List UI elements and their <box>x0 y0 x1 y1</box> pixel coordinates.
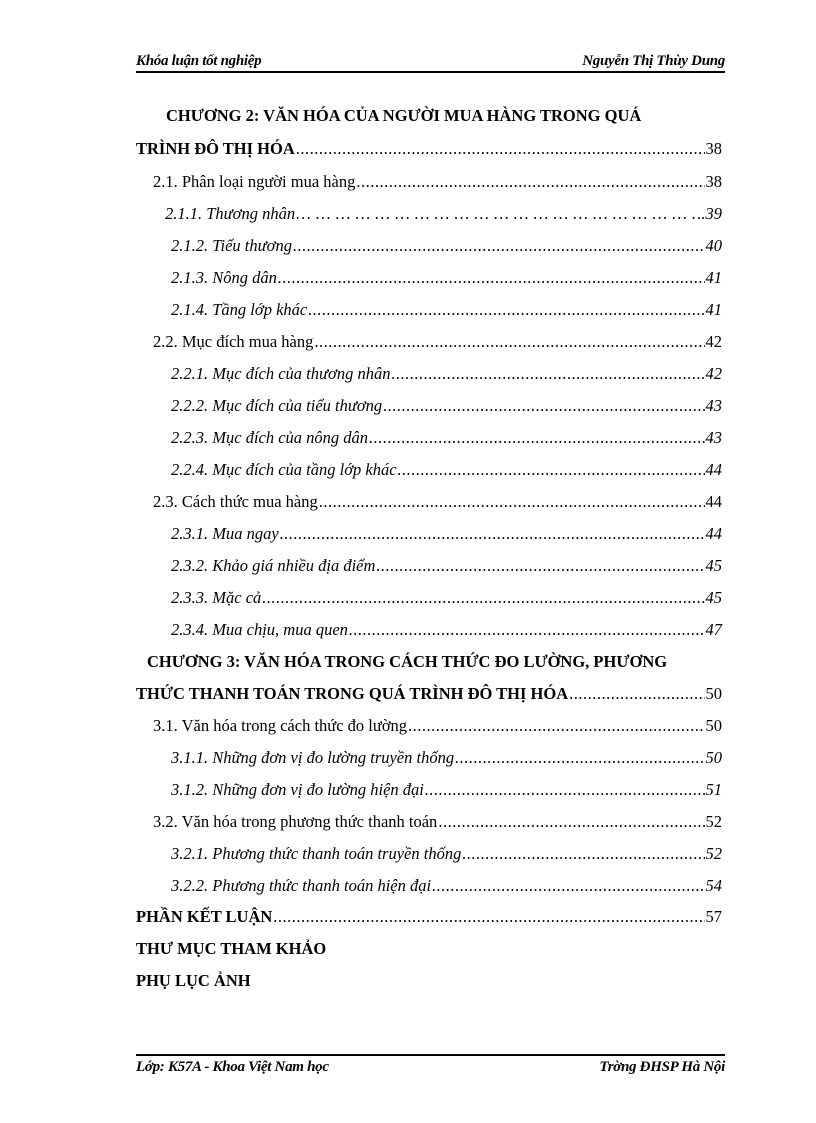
toc-chapter-3-title-line2: THỨC THANH TOÁN TRONG QUÁ TRÌNH ĐÔ THỊ HÓA <box>136 684 569 703</box>
toc-item-label: 3.2.1. Phương thức thanh toán truyền thống <box>171 844 462 863</box>
toc-item-label: 2.2.2. Mục đích của tiểu thương <box>171 396 383 415</box>
toc-leader-dots <box>455 747 704 769</box>
toc-item-2-3-3[interactable] <box>171 587 722 609</box>
toc-item-label: PHẦN KẾT LUẬN <box>136 907 273 926</box>
toc-page-number: 45 <box>705 588 722 607</box>
footer-university-label: Trờng ĐHSP Hà Nội <box>599 1059 725 1075</box>
page-footer <box>136 1054 725 1079</box>
toc-appendix[interactable]: PHỤ LỤC ẢNH <box>136 971 251 990</box>
toc-page-number: 42 <box>705 332 722 351</box>
toc-conclusion[interactable] <box>136 906 722 928</box>
toc-item-label: 2.3.2. Khảo giá nhiều địa điểm <box>171 556 376 575</box>
toc-page-number: 54 <box>705 876 722 895</box>
toc-page-number: 44 <box>705 524 722 543</box>
toc-leader-dots <box>369 427 704 449</box>
toc-item-3-2[interactable] <box>153 811 722 833</box>
toc-chapter-2[interactable] <box>136 138 722 160</box>
toc-page-number: 50 <box>705 684 722 703</box>
toc-page-number: 50 <box>705 716 722 735</box>
toc-item-2-2-4[interactable] <box>171 459 722 481</box>
toc-chapter-2-title-line2: TRÌNH ĐÔ THỊ HÓA <box>136 139 295 158</box>
toc-item-label: 2.1.4. Tầng lớp khác <box>171 300 308 319</box>
toc-item-label: 2.3.1. Mua ngay <box>171 524 279 543</box>
toc-item-label: 2.1.1. Thương nhân <box>165 204 296 223</box>
toc-item-label: 3.2. Văn hóa trong phương thức thanh toán <box>153 812 438 831</box>
toc-item-2-3-2[interactable] <box>171 555 722 577</box>
toc-item-2-1-1[interactable] <box>165 203 722 225</box>
toc-item-2-3-1[interactable] <box>171 523 722 545</box>
toc-item-2-2-2[interactable] <box>171 395 722 417</box>
toc-item-2-1-2[interactable] <box>171 235 722 257</box>
toc-chapter-3[interactable] <box>136 683 722 705</box>
toc-page-number: 38 <box>705 139 722 158</box>
toc-item-label: 2.3. Cách thức mua hàng <box>153 492 318 511</box>
toc-page-number: 45 <box>705 556 722 575</box>
toc-item-2-3[interactable] <box>153 491 722 513</box>
toc-leader-dots <box>314 331 704 353</box>
toc-item-label: 3.1.1. Những đơn vị đo lường truyền thống <box>171 748 455 767</box>
toc-leader-dots <box>432 875 704 897</box>
toc-page-number: 51 <box>705 780 722 799</box>
toc-item-label: 2.3.4. Mua chịu, mua quen <box>171 620 348 639</box>
toc-leader-dots <box>462 843 704 865</box>
toc-leader-dots <box>383 395 704 417</box>
footer-class-label: Lớp: K57A - Khoa Việt Nam học <box>136 1059 329 1075</box>
toc-page-number: 40 <box>705 236 722 255</box>
page-header <box>136 50 725 73</box>
toc-item-label: 2.2.1. Mục đích của thương nhân <box>171 364 391 383</box>
toc-item-2-2-1[interactable] <box>171 363 722 385</box>
toc-leader-dots <box>262 587 704 609</box>
toc-item-label: 2.3.3. Mặc cả <box>171 588 262 607</box>
toc-page-number: 57 <box>705 907 722 926</box>
toc-page-number: 50 <box>705 748 722 767</box>
toc-references[interactable]: THƯ MỤC THAM KHẢO <box>136 939 327 958</box>
toc-page-number: 38 <box>705 172 722 191</box>
toc-page-number: 43 <box>705 428 722 447</box>
toc-page-number: 44 <box>705 492 722 511</box>
toc-item-2-2[interactable] <box>153 331 722 353</box>
toc-item-label: 2.2.3. Mục đích của nông dân <box>171 428 369 447</box>
toc-item-label: 2.1.3. Nông dân <box>171 268 277 287</box>
toc-page-number: .39 <box>701 204 722 223</box>
toc-leader-dots <box>293 235 705 257</box>
toc-item-3-1-1[interactable] <box>171 747 722 769</box>
toc-page-number: 44 <box>705 460 722 479</box>
toc-item-label: 2.1.2. Tiểu thương <box>171 236 292 255</box>
toc-item-2-1-3[interactable] <box>171 267 722 289</box>
toc-leader-dots <box>280 523 705 545</box>
toc-page-number: 41 <box>705 300 722 319</box>
toc-item-label: 3.2.2. Phương thức thanh toán hiện đại <box>171 876 432 895</box>
toc-leader-dots <box>438 811 704 833</box>
toc-leader-dots <box>356 171 704 193</box>
toc-leader-dots <box>273 906 704 928</box>
toc-leader-dots <box>278 267 705 289</box>
toc-leader-dots <box>569 683 704 705</box>
toc-leader-dots <box>296 138 705 160</box>
header-thesis-label: Khóa luận tốt nghiệp <box>136 53 262 69</box>
toc-item-label: 3.1. Văn hóa trong cách thức đo lường <box>153 716 408 735</box>
toc-chapter-2-title-line1: CHƯƠNG 2: VĂN HÓA CỦA NGƯỜI MUA HÀNG TRONG QUÁ <box>166 106 642 125</box>
toc-page-number: 52 <box>705 844 722 863</box>
toc-item-2-1-4[interactable] <box>171 299 722 321</box>
toc-leader-dots <box>398 459 705 481</box>
toc-page-number: 42 <box>705 364 722 383</box>
toc-item-3-2-2[interactable] <box>171 875 722 897</box>
toc-item-label: 2.2. Mục đích mua hàng <box>153 332 314 351</box>
toc-page-number: 43 <box>705 396 722 415</box>
toc-leader-dots <box>308 299 704 321</box>
toc-leader-dots <box>391 363 704 385</box>
toc-item-label: 2.2.4. Mục đích của tầng lớp khác <box>171 460 397 479</box>
toc-page-number: 41 <box>705 268 722 287</box>
toc-leader-dots <box>408 715 704 737</box>
toc-leader-dots <box>319 491 705 513</box>
toc-page-number: 52 <box>705 812 722 831</box>
header-author-name: Nguyễn Thị Thùy Dung <box>582 53 725 69</box>
toc-page-number: 47 <box>705 620 722 639</box>
toc-leader-dots <box>425 779 705 801</box>
toc-leader-dots <box>349 619 705 641</box>
toc-chapter-3-title-line1: CHƯƠNG 3: VĂN HÓA TRONG CÁCH THỨC ĐO LƯỜNG, PHƯƠNG <box>147 652 668 671</box>
toc-item-3-2-1[interactable] <box>171 843 722 865</box>
toc-item-label: 3.1.2. Những đơn vị đo lường hiện đại <box>171 780 424 799</box>
toc-item-label: 2.1. Phân loại người mua hàng <box>153 172 356 191</box>
toc-item-2-1[interactable] <box>153 171 722 193</box>
toc-item-2-2-3[interactable] <box>171 427 722 449</box>
toc-leader-dots <box>376 555 704 577</box>
toc-item-3-1-2[interactable] <box>171 779 722 801</box>
toc-item-2-3-4[interactable] <box>171 619 722 641</box>
toc-leader-dots <box>296 203 700 225</box>
toc-item-3-1[interactable] <box>153 715 722 737</box>
